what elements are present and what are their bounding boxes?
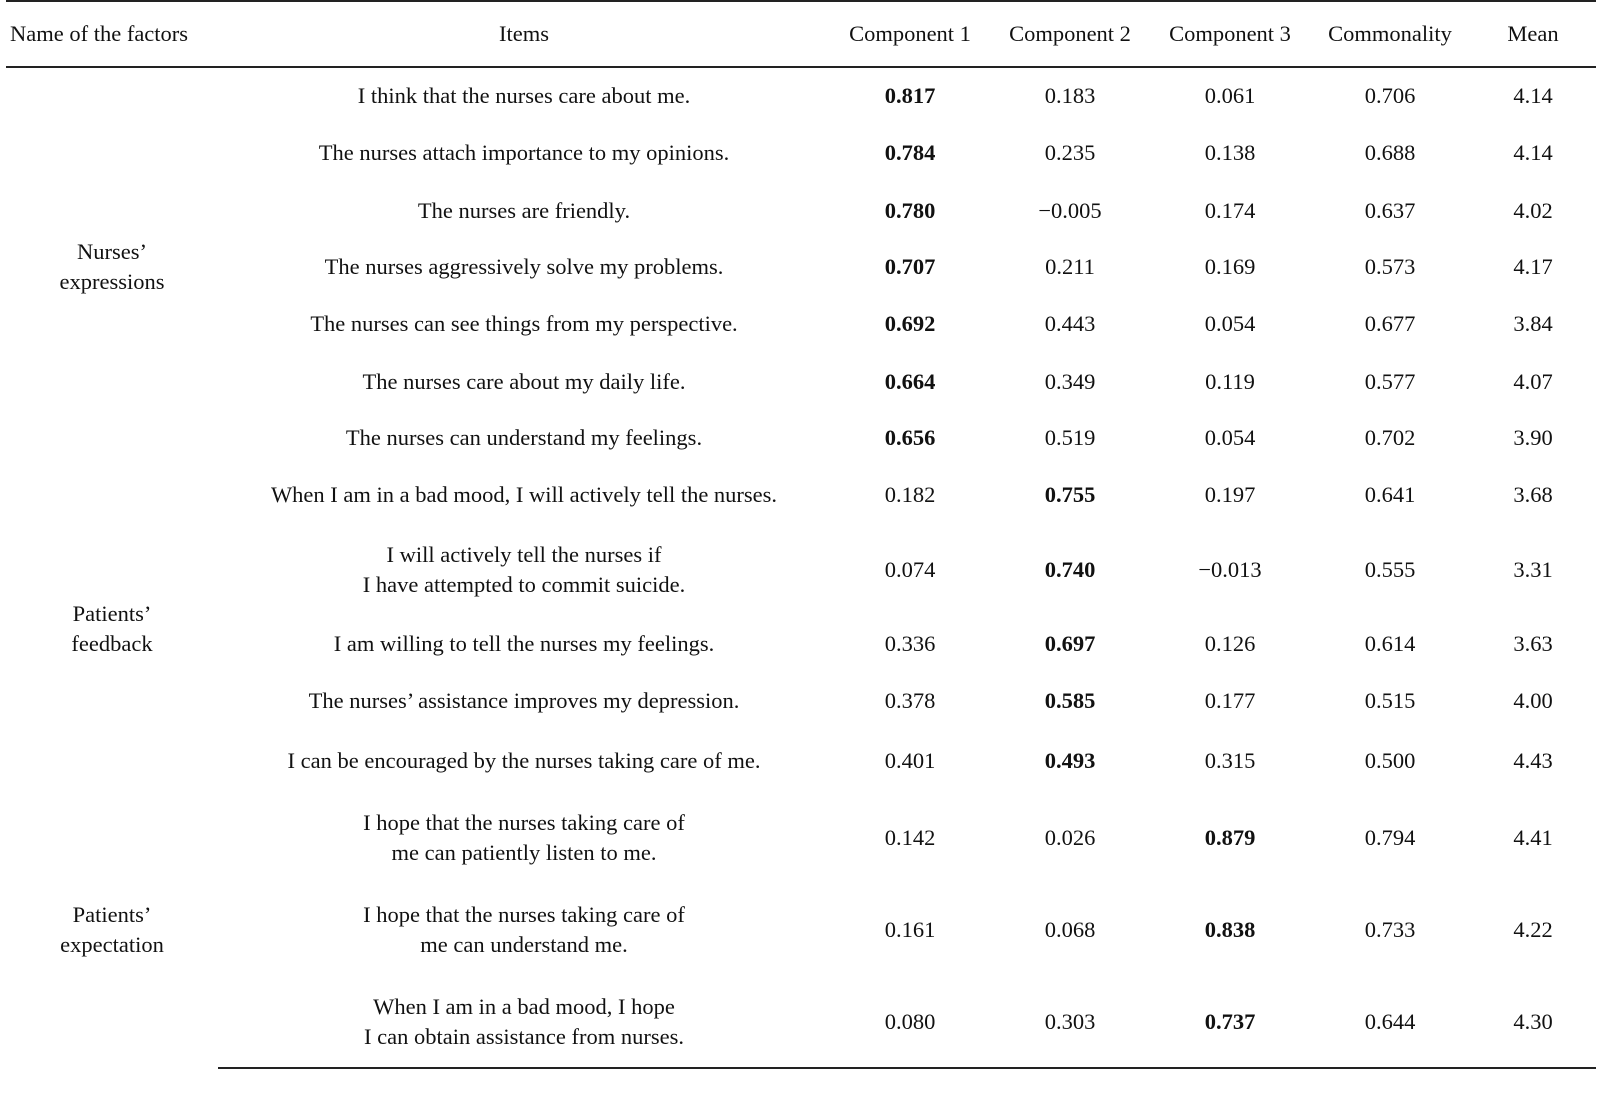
factor-name-line-1: Nurses’ <box>77 239 147 264</box>
item-text-line-1: When I am in a bad mood, I will actively tell the nurses. <box>270 482 778 507</box>
header-component-3: Component 3 <box>1150 1 1310 67</box>
item-text-line-2: I can obtain assistance from nurses. <box>364 1023 684 1049</box>
factor-name-cell <box>6 792 218 1068</box>
commonality-cell: 0.641 <box>1364 482 1416 507</box>
component-3-cell: 0.838 <box>1204 917 1256 942</box>
component-2-cell: 0.697 <box>1044 631 1096 656</box>
header-component-2: Component 2 <box>990 1 1150 67</box>
component-2-cell: 0.443 <box>1044 311 1096 336</box>
component-1-cell: 0.074 <box>884 557 936 582</box>
item-text-line-1: I will actively tell the nurses if <box>386 542 662 567</box>
factor-analysis-table-container <box>6 0 1596 1069</box>
table-row <box>6 884 1596 976</box>
component-3-cell: 0.126 <box>1204 631 1256 656</box>
item-cell <box>218 884 830 976</box>
item-cell <box>218 67 830 124</box>
component-2-cell: 0.235 <box>1044 140 1096 165</box>
mean-cell: 4.22 <box>1513 917 1553 942</box>
component-3-cell: −0.013 <box>1198 557 1262 582</box>
item-text-line-1: The nurses care about my daily life. <box>362 368 686 394</box>
item-text-line-2: I have attempted to commit suicide. <box>362 572 686 597</box>
mean-cell: 4.00 <box>1513 688 1553 713</box>
component-3-cell: 0.174 <box>1204 197 1256 223</box>
commonality-cell: 0.702 <box>1364 425 1416 450</box>
component-1-cell: 0.664 <box>884 368 936 394</box>
header-mean: Mean <box>1470 1 1596 67</box>
item-text-line-1: When I am in a bad mood, I hope <box>373 993 675 1019</box>
commonality-cell: 0.637 <box>1364 197 1416 223</box>
table-row <box>6 976 1596 1068</box>
component-2-cell: 0.026 <box>1044 825 1096 850</box>
mean-cell: 3.90 <box>1513 425 1553 450</box>
table-row <box>6 466 1596 524</box>
component-2-cell: −0.005 <box>1038 197 1102 223</box>
commonality-cell: 0.677 <box>1364 311 1416 336</box>
header-factor-name: Name of the factors <box>6 1 218 67</box>
component-3-cell: 0.054 <box>1204 311 1256 336</box>
component-1-cell: 0.707 <box>884 254 936 279</box>
table-row <box>6 353 1596 410</box>
component-1-cell: 0.656 <box>884 425 936 450</box>
item-text-line-1: The nurses’ assistance improves my depression. <box>308 688 740 713</box>
header-row <box>6 1 1596 67</box>
component-1-cell: 0.161 <box>884 917 936 942</box>
commonality-cell: 0.555 <box>1364 557 1416 582</box>
item-cell <box>218 672 830 730</box>
component-1-cell: 0.692 <box>884 311 936 336</box>
mean-cell: 4.43 <box>1513 748 1553 773</box>
component-3-cell: 0.737 <box>1150 976 1310 1068</box>
item-text-line-1: I think that the nurses care about me. <box>357 83 691 108</box>
item-cell <box>218 353 830 410</box>
commonality-cell: 0.500 <box>1364 748 1416 773</box>
item-text-line-2: me can patiently listen to me. <box>391 840 657 865</box>
item-cell <box>218 124 830 182</box>
mean-cell: 4.14 <box>1513 140 1553 165</box>
item-cell <box>218 524 830 616</box>
component-1-cell: 0.080 <box>830 976 990 1068</box>
mean-cell: 4.14 <box>1513 83 1553 108</box>
commonality-cell: 0.573 <box>1364 254 1416 279</box>
component-1-cell: 0.142 <box>884 825 936 850</box>
component-2-cell: 0.493 <box>1044 748 1096 773</box>
mean-cell: 4.02 <box>1513 197 1553 223</box>
component-1-cell: 0.817 <box>884 83 936 108</box>
header-component-1: Component 1 <box>830 1 990 67</box>
component-1-cell: 0.401 <box>884 748 936 773</box>
component-1-cell: 0.182 <box>884 482 936 507</box>
table-row <box>6 730 1596 792</box>
table-header <box>6 1 1596 67</box>
component-3-cell: 0.054 <box>1204 425 1256 450</box>
component-3-cell: 0.061 <box>1204 83 1256 108</box>
mean-cell: 3.84 <box>1513 311 1553 336</box>
item-cell <box>218 410 830 466</box>
item-cell <box>218 976 830 1068</box>
commonality-cell: 0.614 <box>1364 631 1416 656</box>
component-2-cell: 0.349 <box>1044 368 1096 394</box>
component-1-cell: 0.336 <box>884 631 936 656</box>
item-text-line-1: I hope that the nurses taking care of <box>363 810 685 835</box>
item-text-line-1: The nurses aggressively solve my problems. <box>324 254 724 279</box>
commonality-cell: 0.794 <box>1364 825 1416 850</box>
factor-name-line-1: Patients’ <box>72 902 152 927</box>
component-2-cell: 0.303 <box>990 976 1150 1068</box>
item-text-line-1: The nurses attach importance to my opinions. <box>318 140 730 165</box>
item-cell <box>218 182 830 239</box>
item-cell <box>218 466 830 524</box>
header-items: Items <box>218 1 830 67</box>
commonality-cell: 0.577 <box>1364 368 1416 394</box>
factor-name-line-2: expressions <box>59 269 165 294</box>
item-text-line-1: The nurses are friendly. <box>417 197 631 223</box>
commonality-cell: 0.688 <box>1364 140 1416 165</box>
commonality-cell: 0.515 <box>1364 688 1416 713</box>
component-2-cell: 0.211 <box>1045 254 1095 279</box>
header-commonality: Commonality <box>1310 1 1470 67</box>
component-2-cell: 0.740 <box>1044 557 1096 582</box>
item-text-line-2: me can understand me. <box>420 932 628 957</box>
component-1-cell: 0.378 <box>884 688 936 713</box>
component-2-cell: 0.519 <box>1044 425 1096 450</box>
component-3-cell: 0.315 <box>1204 748 1256 773</box>
mean-cell: 3.63 <box>1513 631 1553 656</box>
mean-cell: 4.07 <box>1513 368 1553 394</box>
mean-cell: 4.17 <box>1513 254 1553 279</box>
table-row <box>6 616 1596 672</box>
table-row <box>6 792 1596 884</box>
component-1-cell: 0.780 <box>884 197 936 223</box>
mean-cell: 3.31 <box>1513 557 1553 582</box>
table-row <box>6 524 1596 616</box>
item-cell <box>218 616 830 672</box>
table-row <box>6 410 1596 466</box>
component-3-cell: 0.169 <box>1204 254 1256 279</box>
component-1-cell: 0.784 <box>884 140 936 165</box>
factor-analysis-table <box>6 0 1596 1069</box>
factor-name-line-2: feedback <box>71 631 153 656</box>
component-3-cell: 0.177 <box>1204 688 1256 713</box>
mean-cell: 3.68 <box>1513 482 1553 507</box>
item-text-line-1: The nurses can understand my feelings. <box>345 425 703 450</box>
item-cell <box>218 239 830 295</box>
component-3-cell: 0.197 <box>1204 482 1256 507</box>
mean-cell: 4.30 <box>1470 976 1596 1068</box>
table-row <box>6 124 1596 182</box>
factor-name-cell <box>6 466 218 792</box>
component-2-cell: 0.183 <box>1044 83 1096 108</box>
commonality-cell: 0.644 <box>1310 976 1470 1068</box>
item-text-line-1: I am willing to tell the nurses my feelings. <box>333 631 715 656</box>
component-2-cell: 0.755 <box>1044 482 1096 507</box>
item-cell <box>218 730 830 792</box>
commonality-cell: 0.706 <box>1364 83 1416 108</box>
mean-cell: 4.41 <box>1513 825 1553 850</box>
item-text-line-1: I can be encouraged by the nurses taking care of me. <box>287 748 761 773</box>
item-text-line-1: The nurses can see things from my perspective. <box>310 311 738 336</box>
table-row <box>6 67 1596 124</box>
table-row <box>6 239 1596 295</box>
table-body <box>6 67 1596 1068</box>
factor-name-line-2: expectation <box>60 932 164 957</box>
item-cell <box>218 792 830 884</box>
factor-name-cell <box>6 67 218 466</box>
component-3-cell: 0.138 <box>1204 140 1256 165</box>
factor-name-line-1: Patients’ <box>72 601 152 626</box>
item-text-line-1: I hope that the nurses taking care of <box>363 902 685 927</box>
table-row <box>6 672 1596 730</box>
commonality-cell: 0.733 <box>1364 917 1416 942</box>
component-3-cell: 0.879 <box>1204 825 1256 850</box>
component-2-cell: 0.585 <box>1044 688 1096 713</box>
item-cell <box>218 295 830 353</box>
component-2-cell: 0.068 <box>1044 917 1096 942</box>
table-row <box>6 295 1596 353</box>
table-row <box>6 182 1596 239</box>
component-3-cell: 0.119 <box>1205 368 1255 394</box>
